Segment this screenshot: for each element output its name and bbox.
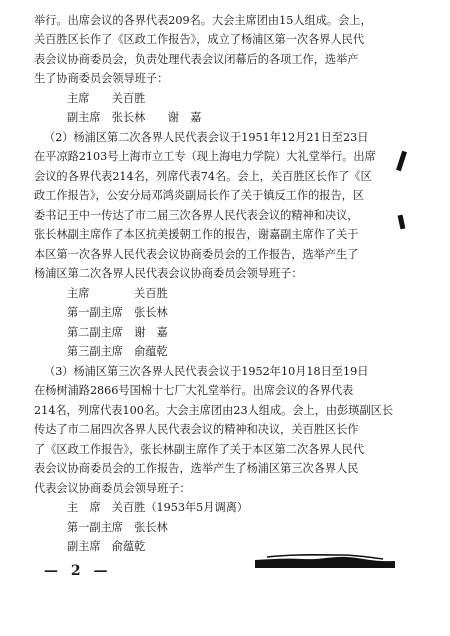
officer-line: 第一副主席 张长林 — [67, 306, 168, 319]
paragraph-start-line: （3）杨浦区第三次各界人民代表会议于1952年10月18日至19日 — [44, 365, 369, 378]
text-line: 杨浦区第二次各界人民代表会议协商委员会领导班子： — [34, 267, 303, 280]
officer-line: 第二副主席 谢 嘉 — [67, 326, 168, 339]
text-line: 214名，列席代表100名。大会主席团由23人组成。会上，由彭瑛副区长 — [34, 404, 394, 417]
scan-ink-mark — [398, 215, 406, 230]
officer-line: 主席 关百胜 — [67, 287, 168, 300]
text-line: 关百胜区长作了《区政工作报告》，成立了杨浦区第一次各界人民代 — [34, 33, 365, 46]
scan-ink-mark — [396, 151, 407, 172]
paragraph-start-line: （2）杨浦区第二次各界人民代表会议于1951年12月21日至23日 — [44, 131, 369, 144]
page-number: — 2 — — [44, 563, 112, 579]
text-line: 了《区政工作报告》，张长林副主席作了关于本区第二次各界人民代 — [34, 443, 365, 456]
text-line: 表会议协商委员会的工作报告，选举产生了杨浦区第三次各界人民 — [34, 462, 359, 475]
text-line: 在平凉路2103号上海市立工专（现上海电力学院）大礼堂举行。出席 — [34, 150, 376, 163]
text-line: 代表会议协商委员会领导班子： — [34, 482, 191, 495]
text-line: 在杨树浦路2866号国棉十七厂大礼堂举行。出席会议的各界代表 — [34, 384, 354, 397]
text-line: 会议的各界代表214名，列席代表74名。会上，关百胜区长作了《区 — [34, 170, 372, 183]
text-line: 委书记王中一传达了市二届三次各界人民代表会议的精神和决议， — [34, 209, 359, 222]
text-line: 张长林副主席作了本区抗美援朝工作的报告，谢嘉副主席作了关于 — [34, 228, 359, 241]
text-line: 表会议协商委员会，负责处理代表会议闭幕后的各项工作，选举产 — [34, 53, 359, 66]
scan-bottom-smudge — [255, 552, 395, 568]
officer-line: 主席 关百胜 — [67, 92, 146, 105]
text-line: 本区第一次各界人民代表会议协商委员会的工作报告，选举产生了 — [34, 248, 359, 261]
officer-line: 副主席 俞蕴乾 — [67, 540, 146, 553]
text-line: 政工作报告》，公安分局邓鸿炎副局长作了关于镇反工作的报告，区 — [34, 189, 365, 202]
officer-line: 副主席 张长林 谢 嘉 — [67, 111, 202, 124]
text-line: 传达了市二届四次各界人民代表会议的精神和决议，关百胜区长作 — [34, 423, 359, 436]
officer-line: 第一副主席 张长林 — [67, 521, 168, 534]
text-line: 举行。出席会议的各界代表209名。大会主席团由15人组成。会上， — [34, 14, 372, 27]
text-line: 生了协商委员会领导班子： — [34, 72, 169, 85]
officer-line: 第三副主席 俞蕴乾 — [67, 345, 168, 358]
officer-line: 主 席 关百胜（1953年5月调离） — [67, 501, 249, 514]
